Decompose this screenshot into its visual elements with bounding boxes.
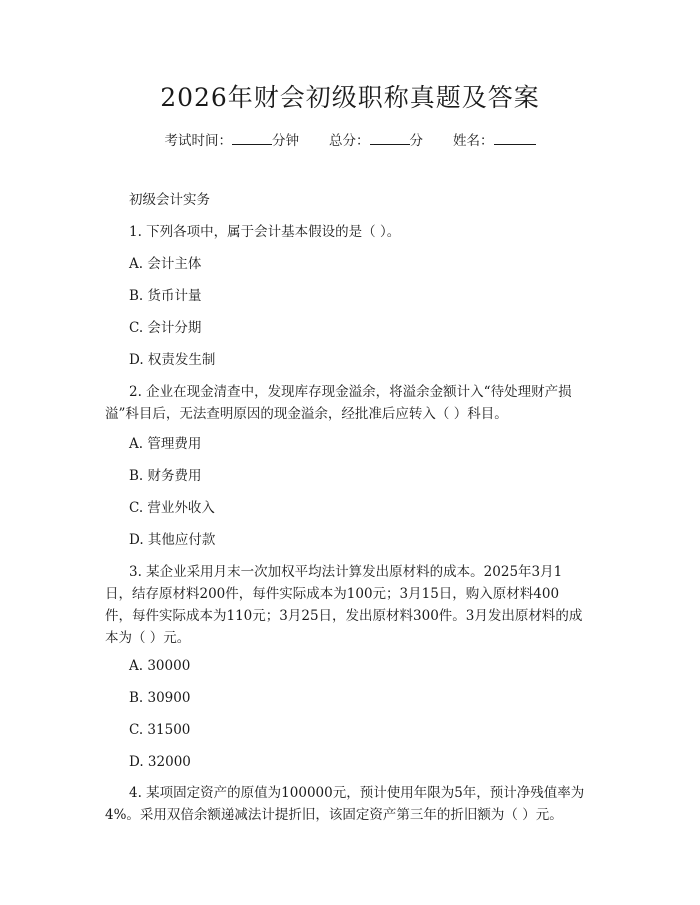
exam-time-unit: 分钟 bbox=[272, 133, 299, 149]
question-2-line-2: 溢”科目后，无法查明原因的现金溢余，经批准后应转入（ ）科目。 bbox=[105, 406, 508, 422]
section-heading: 初级会计实务 bbox=[129, 192, 210, 208]
question-3-option-a: A. 30000 bbox=[129, 658, 191, 674]
question-2-option-d: D. 其他应付款 bbox=[129, 532, 216, 548]
exam-time-blank bbox=[232, 130, 272, 145]
question-1-option-a: A. 会计主体 bbox=[129, 256, 202, 272]
question-4-line-2: 4%。采用双倍余额递减法计提折旧，该固定资产第三年的折旧额为（ ）元。 bbox=[105, 807, 563, 823]
document-title: 2026年财会初级职称真题及答案 bbox=[160, 83, 540, 112]
question-1-option-b: B. 货币计量 bbox=[129, 288, 202, 304]
question-3-option-d: D. 32000 bbox=[129, 754, 191, 770]
exam-time-label: 考试时间： bbox=[164, 133, 232, 149]
question-2-option-c: C. 营业外收入 bbox=[129, 500, 215, 516]
question-3-line-2: 日，结存原材料200件，每件实际成本为100元；3月15日，购入原材料400 bbox=[105, 586, 560, 602]
student-name-field bbox=[453, 130, 536, 151]
question-3-option-c: C. 31500 bbox=[129, 722, 191, 738]
total-score-label: 总分： bbox=[329, 133, 370, 149]
total-score-unit: 分 bbox=[409, 133, 423, 149]
student-name-blank bbox=[494, 130, 536, 145]
question-4-line-1: 4. 某项固定资产的原值为100000元，预计使用年限为5年，预计净残值率为 bbox=[129, 785, 585, 801]
question-3-line-4: 本为（ ）元。 bbox=[105, 630, 191, 646]
exam-time-field bbox=[165, 130, 300, 151]
student-name-label: 姓名： bbox=[453, 133, 494, 149]
question-1-option-d: D. 权责发生制 bbox=[129, 352, 216, 368]
total-score-blank bbox=[370, 130, 410, 145]
question-3-line-1: 3. 某企业采用月末一次加权平均法计算发出原材料的成本。2025年3月1 bbox=[129, 564, 563, 580]
question-1-option-c: C. 会计分期 bbox=[129, 320, 202, 336]
exam-info-row bbox=[0, 130, 700, 151]
total-score-field bbox=[329, 130, 423, 151]
question-3-option-b: B. 30900 bbox=[129, 690, 191, 706]
question-3-line-3: 件，每件实际成本为110元；3月25日，发出原材料300件。3月发出原材料的成 bbox=[105, 608, 583, 624]
question-1: 1. 下列各项中，属于会计基本假设的是（ ）。 bbox=[129, 224, 401, 240]
question-2-option-b: B. 财务费用 bbox=[129, 468, 202, 484]
question-2-line-1: 2. 企业在现金清查中，发现库存现金溢余，将溢余金额计入“待处理财产损 bbox=[129, 384, 572, 400]
question-2-option-a: A. 管理费用 bbox=[129, 436, 202, 452]
